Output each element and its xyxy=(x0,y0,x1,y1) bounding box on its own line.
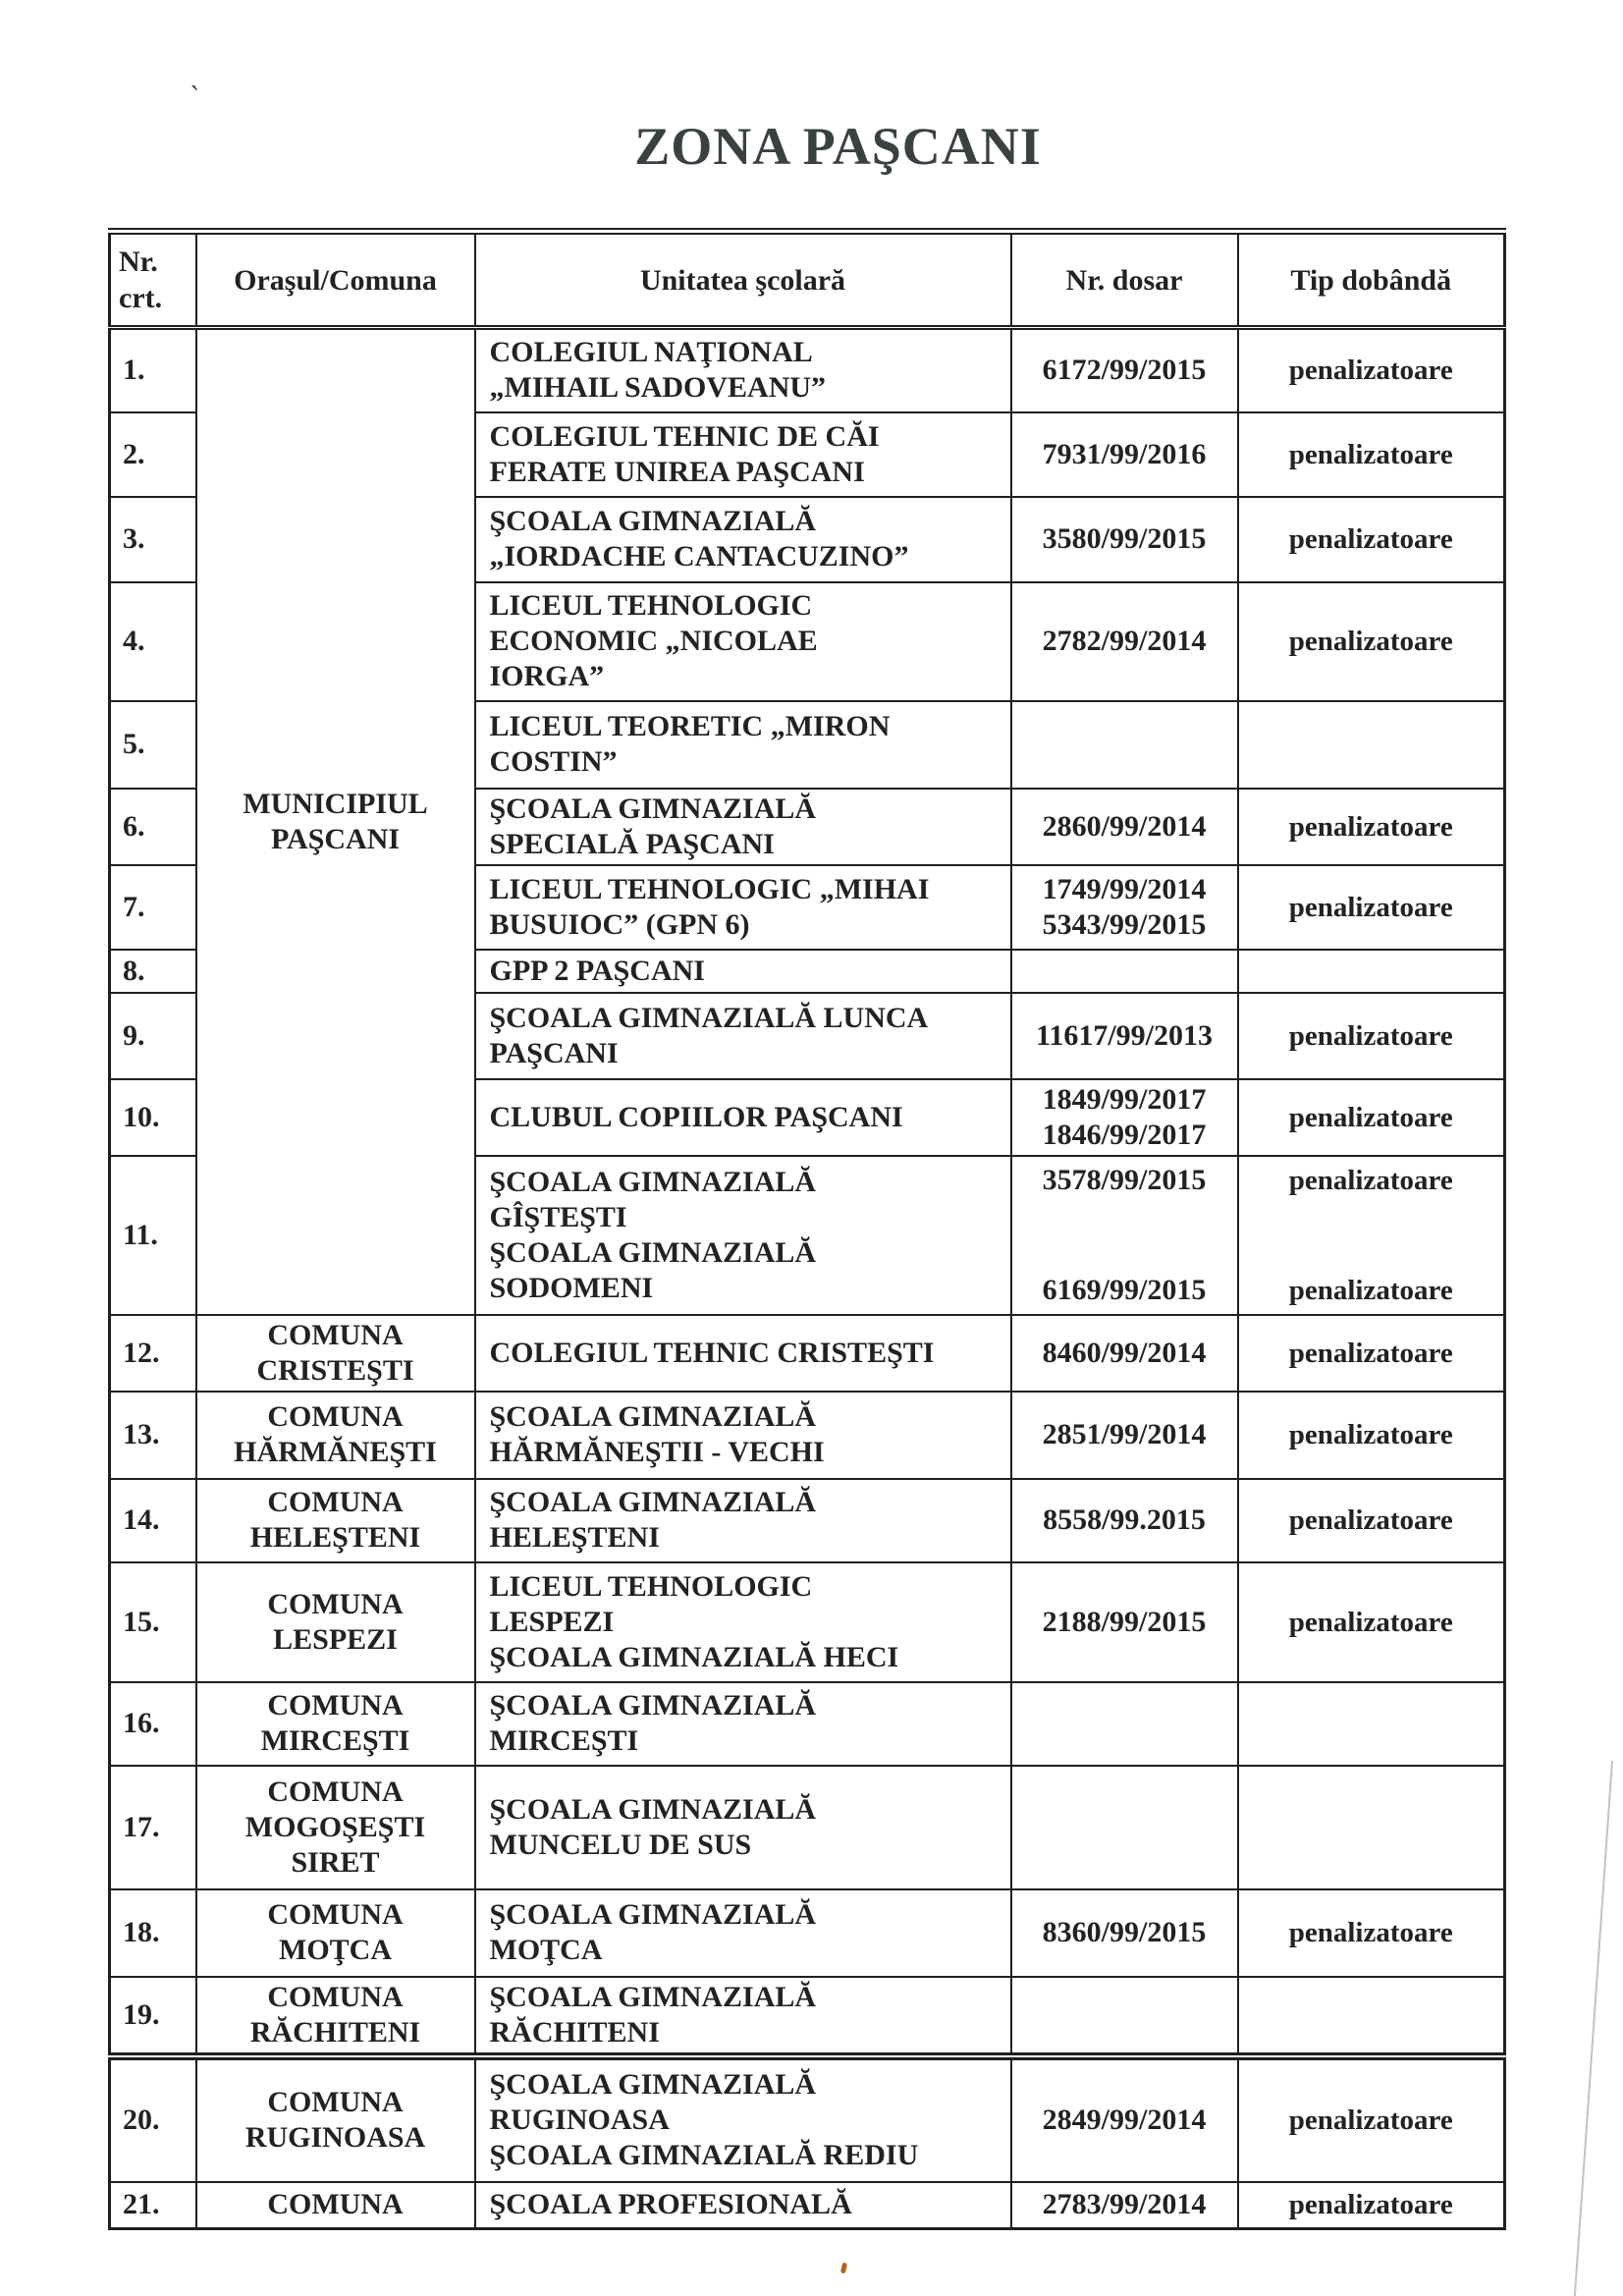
tip-line: penalizatoare xyxy=(1288,1419,1453,1450)
school-line: SPECIALĂ PAŞCANI xyxy=(489,827,775,860)
school-line: COLEGIUL TEHNIC CRISTEŞTI xyxy=(489,1336,935,1369)
school-line: LICEUL TEHNOLOGIC „MIHAI xyxy=(489,872,930,905)
dosar-cell xyxy=(1011,1766,1238,1889)
school-cell xyxy=(475,1977,1011,2056)
comuna-cell xyxy=(196,1977,475,2056)
dosar-line: 2188/99/2015 xyxy=(1042,1605,1207,1638)
dosar-split-wrap xyxy=(1016,1163,1233,1308)
comuna-line: MUNICIPIUL xyxy=(243,787,428,820)
school-line: ŞCOALA PROFESIONALĂ xyxy=(489,2188,852,2221)
comuna-line: CRISTEŞTI xyxy=(256,1353,414,1387)
school-line: ŞCOALA GIMNAZIALĂ xyxy=(489,792,817,825)
school-line: ŞCOALA GIMNAZIALĂ xyxy=(489,505,817,537)
row-number-cell: 20. xyxy=(110,2056,196,2182)
tip-dobanda-cell xyxy=(1238,1392,1505,1479)
tip-value: penalizatoare xyxy=(1288,1274,1453,1306)
row-number-cell: 5. xyxy=(110,701,196,789)
dosar-line: 8460/99/2014 xyxy=(1042,1336,1207,1369)
school-cell xyxy=(475,412,1011,497)
school-line: ŞCOALA GIMNAZIALĂ REDIU xyxy=(489,2139,919,2171)
school-line: MOŢCA xyxy=(489,1934,603,1966)
school-line: ŞCOALA GIMNAZIALĂ LUNCA xyxy=(489,1001,929,1034)
school-cell xyxy=(475,1479,1011,1562)
comuna-line: COMUNA xyxy=(267,1486,404,1518)
school-line: LICEUL TEHNOLOGIC xyxy=(489,589,813,622)
tip-dobanda-cell xyxy=(1238,1079,1505,1156)
page-title: ZONA PAŞCANI xyxy=(634,117,1042,176)
school-line: ŞCOALA GIMNAZIALĂ xyxy=(489,1165,817,1198)
header-cell-comuna xyxy=(196,232,475,328)
tip-dobanda-cell xyxy=(1238,412,1505,497)
school-line: ŞCOALA GIMNAZIALĂ xyxy=(489,1486,817,1518)
school-line: ŞCOALA GIMNAZIALĂ xyxy=(489,1980,817,2013)
row-number-cell: 1. xyxy=(110,328,196,412)
table-row xyxy=(110,1392,1505,1479)
dosar-cell xyxy=(1011,1977,1238,2056)
comuna-line: COMUNA xyxy=(267,2188,404,2221)
zona-pascani-table xyxy=(108,228,1506,2230)
dosar-line: 1749/99/2014 xyxy=(1042,872,1207,905)
table-row xyxy=(110,1977,1505,2056)
tip-line: penalizatoare xyxy=(1288,891,1453,923)
comuna-line: COMUNA xyxy=(267,1587,404,1620)
tip-dobanda-cell xyxy=(1238,582,1505,701)
comuna-line: RUGINOASA xyxy=(244,2121,426,2154)
header-cell-school xyxy=(475,232,1011,328)
header-cell-nr xyxy=(110,232,196,328)
dosar-cell xyxy=(1011,582,1238,701)
school-cell xyxy=(475,2056,1011,2182)
comuna-cell xyxy=(196,1682,475,1766)
comuna-line: COMUNA xyxy=(267,2086,404,2118)
tip-dobanda-cell xyxy=(1238,1682,1505,1766)
school-line: LICEUL TEHNOLOGIC xyxy=(489,1569,813,1603)
school-line: MUNCELU DE SUS xyxy=(489,1828,752,1861)
tip-dobanda-cell xyxy=(1238,1889,1505,1977)
dosar-line: 8360/99/2015 xyxy=(1042,1916,1207,1948)
school-cell xyxy=(475,1392,1011,1479)
school-line: ŞCOALA GIMNAZIALĂ xyxy=(489,2068,817,2101)
dosar-line: 1849/99/2017 xyxy=(1042,1082,1207,1116)
table-row xyxy=(110,328,1505,412)
school-line: HĂRMĂNEŞTII - VECHI xyxy=(489,1436,825,1468)
table-row xyxy=(110,1766,1505,1889)
tip-line: penalizatoare xyxy=(1288,2105,1453,2136)
header-tip-line: Tip dobândă xyxy=(1290,263,1452,297)
school-line: RUGINOASA xyxy=(489,2104,670,2136)
dosar-line: 1846/99/2017 xyxy=(1042,1118,1207,1151)
school-line: MIRCEŞTI xyxy=(489,1724,639,1757)
school-line: ŞCOALA GIMNAZIALĂ xyxy=(489,1898,817,1931)
comuna-line: MOŢCA xyxy=(279,1934,392,1966)
tip-line: penalizatoare xyxy=(1288,1101,1453,1133)
comuna-line: HELEŞTENI xyxy=(249,1521,421,1554)
school-line: ŞCOALA GIMNAZIALĂ xyxy=(489,1689,817,1722)
row-number-cell: 9. xyxy=(110,993,196,1079)
table-row xyxy=(110,1562,1505,1682)
comuna-line: PAŞCANI xyxy=(270,822,401,855)
comuna-line: COMUNA xyxy=(267,1689,404,1722)
tip-line: penalizatoare xyxy=(1288,1606,1453,1638)
header-cell-tip xyxy=(1238,232,1505,328)
school-line: ŞCOALA GIMNAZIALĂ xyxy=(489,1235,817,1269)
comuna-cell xyxy=(196,1392,475,1479)
school-cell xyxy=(475,328,1011,412)
table-row xyxy=(110,2182,1505,2229)
school-line: ŞCOALA GIMNAZIALĂ HECI xyxy=(489,1640,899,1673)
dosar-cell xyxy=(1011,1889,1238,1977)
row-number-cell: 12. xyxy=(110,1315,196,1392)
row-number-cell: 10. xyxy=(110,1079,196,1156)
school-cell xyxy=(475,1562,1011,1682)
row-number-cell: 8. xyxy=(110,950,196,993)
school-line: FERATE UNIREA PAŞCANI xyxy=(489,455,865,488)
dosar-cell xyxy=(1011,701,1238,789)
school-line: SODOMENI xyxy=(489,1271,654,1304)
row-number-cell: 7. xyxy=(110,865,196,950)
school-line: GÎŞTEŞTI xyxy=(489,1200,627,1233)
tip-line: penalizatoare xyxy=(1288,1019,1453,1052)
row-number-cell: 16. xyxy=(110,1682,196,1766)
school-line: COLEGIUL TEHNIC DE CĂI xyxy=(489,419,880,453)
dosar-cell xyxy=(1011,328,1238,412)
tip-line: penalizatoare xyxy=(1288,810,1453,843)
school-line: HELEŞTENI xyxy=(489,1521,660,1554)
tip-dobanda-cell xyxy=(1238,701,1505,789)
school-line: LICEUL TEORETIC „MIRON xyxy=(489,710,891,742)
dosar-cell xyxy=(1011,497,1238,582)
dosar-line: 2851/99/2014 xyxy=(1042,1418,1207,1450)
school-cell xyxy=(475,789,1011,865)
dosar-cell xyxy=(1011,950,1238,993)
header-nr-line: Nr. xyxy=(119,246,158,278)
school-cell xyxy=(475,950,1011,993)
tip-line: penalizatoare xyxy=(1288,355,1453,387)
dosar-cell xyxy=(1011,2056,1238,2182)
school-cell xyxy=(475,993,1011,1079)
dosar-cell xyxy=(1011,412,1238,497)
scan-page-edge-line xyxy=(1573,1761,1613,2296)
dosar-cell xyxy=(1011,1156,1238,1315)
comuna-line: LESPEZI xyxy=(273,1622,398,1656)
table-row xyxy=(110,1889,1505,1977)
header-comuna-line: Oraşul/Comuna xyxy=(234,263,437,297)
school-line: COLEGIUL NAŢIONAL xyxy=(489,336,813,369)
dosar-line: 7931/99/2016 xyxy=(1042,437,1207,470)
dosar-line: 6172/99/2015 xyxy=(1042,354,1207,387)
tip-dobanda-cell xyxy=(1238,497,1505,582)
dosar-cell xyxy=(1011,1079,1238,1156)
tip-dobanda-cell xyxy=(1238,1479,1505,1562)
tip-dobanda-cell xyxy=(1238,328,1505,412)
row-number-cell: 18. xyxy=(110,1889,196,1977)
comuna-line: HĂRMĂNEŞTI xyxy=(234,1436,437,1468)
comuna-cell xyxy=(196,1889,475,1977)
dosar-cell xyxy=(1011,993,1238,1079)
header-nr-line: crt. xyxy=(119,282,163,314)
row-number-cell: 3. xyxy=(110,497,196,582)
school-cell xyxy=(475,1889,1011,1977)
tip-value: penalizatoare xyxy=(1288,1164,1453,1196)
dosar-cell xyxy=(1011,1562,1238,1682)
tip-dobanda-cell xyxy=(1238,1562,1505,1682)
comuna-line: COMUNA xyxy=(267,1775,404,1808)
comuna-cell xyxy=(196,2182,475,2229)
table-row xyxy=(110,1479,1505,1562)
school-line: ŞCOALA GIMNAZIALĂ xyxy=(489,1792,817,1826)
school-cell xyxy=(475,701,1011,789)
table-header xyxy=(110,232,1505,328)
comuna-line: MIRCEŞTI xyxy=(260,1724,410,1757)
dosar-line: 5343/99/2015 xyxy=(1042,907,1207,941)
comuna-cell xyxy=(196,1766,475,1889)
school-line: „IORDACHE CANTACUZINO” xyxy=(489,540,909,573)
table-row xyxy=(110,1315,1505,1392)
tip-dobanda-cell xyxy=(1238,1977,1505,2056)
row-number-cell: 11. xyxy=(110,1156,196,1315)
comuna-line: SIRET xyxy=(291,1845,380,1879)
row-number-cell: 4. xyxy=(110,582,196,701)
school-cell xyxy=(475,1156,1011,1315)
dosar-value: 3578/99/2015 xyxy=(1042,1163,1207,1196)
comuna-line: RĂCHITENI xyxy=(249,2015,421,2049)
header-dosar-line: Nr. dosar xyxy=(1065,263,1183,297)
tip-line: penalizatoare xyxy=(1288,523,1453,555)
table-row xyxy=(110,2056,1505,2182)
tip-split-wrap xyxy=(1243,1163,1500,1308)
school-line: ŞCOALA GIMNAZIALĂ xyxy=(489,1400,817,1433)
row-number-cell: 14. xyxy=(110,1479,196,1562)
tip-dobanda-cell xyxy=(1238,2182,1505,2229)
tip-line: penalizatoare xyxy=(1288,2189,1453,2221)
tip-dobanda-cell xyxy=(1238,993,1505,1079)
dosar-line: 2849/99/2014 xyxy=(1042,2104,1207,2136)
header-school-line: Unitatea şcolară xyxy=(639,263,846,297)
school-cell xyxy=(475,1682,1011,1766)
comuna-line: COMUNA xyxy=(267,1318,404,1351)
school-line: ECONOMIC „NICOLAE xyxy=(489,625,818,657)
tip-dobanda-cell xyxy=(1238,865,1505,950)
school-line: LESPEZI xyxy=(489,1605,615,1638)
school-cell xyxy=(475,865,1011,950)
comuna-line: COMUNA xyxy=(267,1980,404,2013)
comuna-cell xyxy=(196,1479,475,1562)
row-number-cell: 15. xyxy=(110,1562,196,1682)
dosar-cell xyxy=(1011,1682,1238,1766)
tip-dobanda-cell xyxy=(1238,789,1505,865)
comuna-line: COMUNA xyxy=(267,1400,404,1433)
dosar-cell xyxy=(1011,865,1238,950)
table-row xyxy=(110,1682,1505,1766)
tip-dobanda-cell xyxy=(1238,1766,1505,1889)
comuna-line: MOGOŞEŞTI xyxy=(244,1810,426,1843)
dosar-line: 2783/99/2014 xyxy=(1042,2188,1207,2221)
comuna-cell xyxy=(196,2056,475,2182)
tip-dobanda-cell xyxy=(1238,1156,1505,1315)
table-header-row xyxy=(110,232,1505,328)
school-line: BUSUIOC” (GPN 6) xyxy=(489,907,750,941)
school-line: COSTIN” xyxy=(489,745,618,778)
tip-dobanda-cell xyxy=(1238,950,1505,993)
tip-line: penalizatoare xyxy=(1288,1337,1453,1369)
tip-line: penalizatoare xyxy=(1288,626,1453,657)
header-cell-dosar xyxy=(1011,232,1238,328)
comuna-cell xyxy=(196,328,475,1315)
row-number-cell: 13. xyxy=(110,1392,196,1479)
row-number-cell: 19. xyxy=(110,1977,196,2056)
row-number-cell: 6. xyxy=(110,789,196,865)
school-line: RĂCHITENI xyxy=(489,2015,660,2049)
school-cell xyxy=(475,582,1011,701)
dosar-line: 8558/99.2015 xyxy=(1043,1503,1206,1536)
dosar-line: 2782/99/2014 xyxy=(1042,625,1207,657)
dosar-cell xyxy=(1011,1479,1238,1562)
tip-line: penalizatoare xyxy=(1288,438,1453,470)
school-cell xyxy=(475,1766,1011,1889)
dosar-line: 11617/99/2013 xyxy=(1035,1018,1213,1052)
dosar-cell xyxy=(1011,1315,1238,1392)
dosar-line: 3580/99/2015 xyxy=(1042,522,1207,555)
school-cell xyxy=(475,2182,1011,2229)
scan-ink-speck xyxy=(840,2263,847,2274)
row-number-cell: 17. xyxy=(110,1766,196,1889)
dosar-cell xyxy=(1011,2182,1238,2229)
row-number-cell: 2. xyxy=(110,412,196,497)
comuna-cell xyxy=(196,1562,475,1682)
school-line: PAŞCANI xyxy=(489,1036,619,1069)
school-line: CLUBUL COPIILOR PAŞCANI xyxy=(489,1100,903,1133)
scan-speck-mark: ` xyxy=(186,80,201,114)
dosar-value: 6169/99/2015 xyxy=(1042,1273,1207,1306)
comuna-line: COMUNA xyxy=(267,1898,404,1931)
table-body xyxy=(110,328,1505,2229)
school-cell xyxy=(475,1315,1011,1392)
dosar-cell xyxy=(1011,789,1238,865)
school-line: GPP 2 PAŞCANI xyxy=(489,954,705,987)
dosar-line: 2860/99/2014 xyxy=(1042,809,1207,843)
school-line: „MIHAIL SADOVEANU” xyxy=(489,371,827,405)
tip-dobanda-cell xyxy=(1238,2056,1505,2182)
dosar-cell xyxy=(1011,1392,1238,1479)
school-line: IORGA” xyxy=(489,660,605,692)
tip-line: penalizatoare xyxy=(1288,1917,1453,1948)
tip-dobanda-cell xyxy=(1238,1315,1505,1392)
comuna-cell xyxy=(196,1315,475,1392)
school-cell xyxy=(475,1079,1011,1156)
school-cell xyxy=(475,497,1011,582)
row-number-cell: 21. xyxy=(110,2182,196,2229)
tip-line: penalizatoare xyxy=(1288,1504,1453,1536)
